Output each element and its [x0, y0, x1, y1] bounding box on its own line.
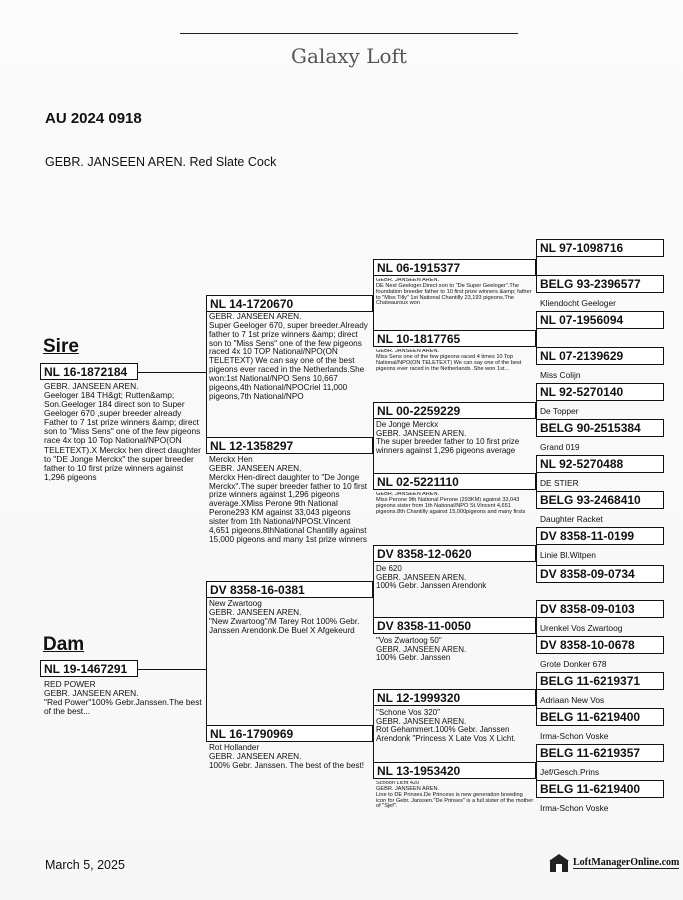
loft-logo-icon	[548, 852, 570, 874]
sire-ring-box: NL 16-1872184	[40, 363, 138, 380]
gen3-info: GEBR. JANSEEN AREN. DE Next Geeloger.Direct son to "De Super Geeloger".The foundation breeder father to 10 first prize winners &amp; father to "Miss Tilly" 1st National Chantilly 23,193 pigeons.The Chateauroux won	[376, 278, 532, 307]
gen4-name: Linie Bl.Witpen	[540, 550, 596, 560]
gen4-ring-box: NL 92-5270488	[536, 455, 664, 473]
gen4-name: Adriaan New Vos	[540, 695, 605, 705]
gen4-name: DE STIER	[540, 478, 579, 488]
gen3-info: "Vos Zwartoog 50" GEBR. JANSEEN AREN. 100% Gebr. Janssen	[376, 637, 467, 663]
gen4-name: Miss Colijn	[540, 370, 581, 380]
site-logo	[548, 852, 679, 874]
gen4-ring-box: NL 07-2139629	[536, 347, 664, 365]
gen2-info: Merckx Hen GEBR. JANSEEN AREN. Merckx Hen-direct daughter to "De Jonge Merckx".The super breeder father to 10 first prize winners against 1,296 pigeons average.XMiss Perone 9th National Perone293 KM against 33,043 pigeons sister from 1th National/NPOSt.Vincent 4,651 pigeons.8thNational Chantilly against 15,000 pigeons and many 1st prize winners	[209, 456, 368, 544]
print-date: March 5, 2025	[45, 858, 125, 872]
sire-info: GEBR. JANSEEN AREN. Geeloger 184 TH&gt; Rutten&amp; Son.Geeloger 184 direct son to Super Geeloger 670 ,super breeder already Father to 7 1st prize winners &amp; direct son to "Miss Sens" one of the few pigeons race 4x top 10 Top National/NPO(ON TELETEXT).X Merckx hen direct daughter to "DE Jonge Merckx" the super breeder father to 10 first prize winners against 1,296 pigeons	[44, 382, 201, 482]
gen4-name: Irma-Schon Voske	[540, 731, 609, 741]
gen4-ring-box: BELG 93-2396577	[536, 275, 664, 293]
dam-connector-h	[138, 669, 206, 670]
gen4-ring-box: NL 07-1956094	[536, 311, 664, 329]
gen4-ring-box: DV 8358-09-0103	[536, 600, 664, 618]
gen3-ring-box: DV 8358-12-0620	[373, 545, 536, 562]
title-rule	[180, 33, 518, 34]
gen3-info: GEBR. JANSEEN AREN. Miss Sens one of the few pigeons raced 4 times 10 Top National/NPO(ON TELETEXT) We can say one of the best pigeons ever raced in the Netherlands .She won 1st...	[376, 349, 522, 372]
gen3-ring-box: NL 10-1817765	[373, 330, 536, 347]
gen2-info: Rot Hollander GEBR. JANSEEN AREN. 100% Gebr. Janssen. The best of the best!	[209, 744, 365, 770]
gen3-info: De 620 GEBR. JANSEEN AREN. 100% Gebr. Janssen Arendonk	[376, 565, 487, 591]
gen3-ring-box: NL 06-1915377	[373, 259, 536, 276]
gen2-connector-3	[373, 554, 374, 626]
gen2-connector-1	[373, 268, 374, 338]
gen2-ring-box: NL 16-1790969	[206, 725, 373, 742]
gen4-name: Irma-Schon Voske	[540, 803, 609, 813]
loft-name: Galaxy Loft	[291, 44, 407, 68]
gen4-ring-box: BELG 11-6219371	[536, 672, 664, 690]
gen2-connector-2	[373, 411, 374, 482]
gen4-ring-box: DV 8358-10-0678	[536, 636, 664, 654]
gen4-name: Grand 019	[540, 442, 580, 452]
gen3-ring-box: NL 00-2259229	[373, 402, 536, 419]
gen4-ring-box: BELG 11-6219400	[536, 708, 664, 726]
gen4-ring-box: NL 92-5270140	[536, 383, 664, 401]
gen4-name: Grote Donker 678	[540, 659, 607, 669]
gen2-ring-box: NL 14-1720670	[206, 295, 373, 312]
gen4-ring-box: BELG 11-6219400	[536, 780, 664, 798]
gen4-ring-box: NL 97-1098716	[536, 239, 664, 257]
gen3-info: Schoon Licht 420 GEBR. JANSEEN AREN. Line to DE Prinses.De Princess is new generation breeding icon for Gebr. Janssen."De Prinses" is a full sister of the mother of "Sjef".	[376, 781, 534, 810]
gen2-ring-box: NL 12-1358297	[206, 437, 373, 454]
gen4-name: Urenkel Vos Zwartoog	[540, 623, 623, 633]
pigeon-ring: AU 2024 0918	[45, 110, 142, 127]
dam-connector	[206, 590, 207, 735]
gen2-ring-box: DV 8358-16-0381	[206, 581, 373, 598]
sire-connector-h	[138, 372, 206, 373]
gen4-ring-box: BELG 93-2468410	[536, 491, 664, 509]
gen3-ring-box: DV 8358-11-0050	[373, 617, 536, 634]
gen3-ring-box: NL 12-1999320	[373, 689, 536, 706]
gen3-info: "Schone Vos 320" GEBR. JANSEEN AREN. Rot Gehammert.100% Gebr. Janssen Arendonk "Princess X Late Vos X Licht.	[376, 709, 516, 743]
gen4-ring-box: DV 8358-09-0734	[536, 565, 664, 583]
gen4-name: Jef/Gesch.Prins	[540, 767, 600, 777]
gen4-ring-box: BELG 90-2515384	[536, 419, 664, 437]
dam-ring-box: NL 19-1467291	[40, 660, 138, 677]
gen4-name: De Topper	[540, 406, 579, 416]
gen2-info: GEBR. JANSEEN AREN. Super Geeloger 670, super breeder.Already father to 7 1st prize winners &amp; direct son to "Miss Sens" one of the few pigeons raced 4x 10 TOP National/NPO(ON TELETEXT) We can say one of the best pigeons ever raced in the Netherlands.She won:1st National/NPO Sens 10,667 pigeons,4th National/NPOCriel 11,000 pigeons,7th National/NPO	[209, 313, 368, 401]
logo-text: LoftManagerOnline.com	[573, 857, 680, 868]
gen4-ring-box: BELG 11-6219357	[536, 744, 664, 762]
gen4-ring-box: DV 8358-11-0199	[536, 527, 664, 545]
gen3-info: De Jonge Merckx GEBR. JANSEEN AREN. The super breeder father to 10 first prize winners against 1,296 pigeons average	[376, 421, 520, 455]
pigeon-description: GEBR. JANSEEN AREN. Red Slate Cock	[45, 155, 277, 169]
gen2-info: New Zwartoog GEBR. JANSEEN AREN. "New Zwartoog"/M Tarey Rot 100% Gebr. Janssen Arendonk.De Buel X Afgekeurd	[209, 600, 360, 635]
gen4-name: Kliendocht Geeloger	[540, 298, 616, 308]
gen4-name: Daughter Racket	[540, 514, 603, 524]
sire-connector	[206, 304, 207, 446]
gen2-connector-4	[373, 698, 374, 771]
dam-info: RED POWER GEBR. JANSEEN AREN. "Red Power"100% Gebr.Janssen.The best of the best...	[44, 680, 202, 717]
gen3-info: GEBR. JANSEEN AREN. Miss Perone 9th National Perone (293KM) against 33,043 pigeons sister from 1th National/NPO St.Vincent 4,651 pigeons.8th Chantilly against 15,000pigeons and many firsts	[376, 492, 526, 515]
dam-label: Dam	[43, 634, 85, 655]
sire-label: Sire	[43, 336, 79, 357]
gen3-ring-box: NL 02-5221110	[373, 473, 536, 490]
gen3-ring-box: NL 13-1953420	[373, 762, 536, 779]
